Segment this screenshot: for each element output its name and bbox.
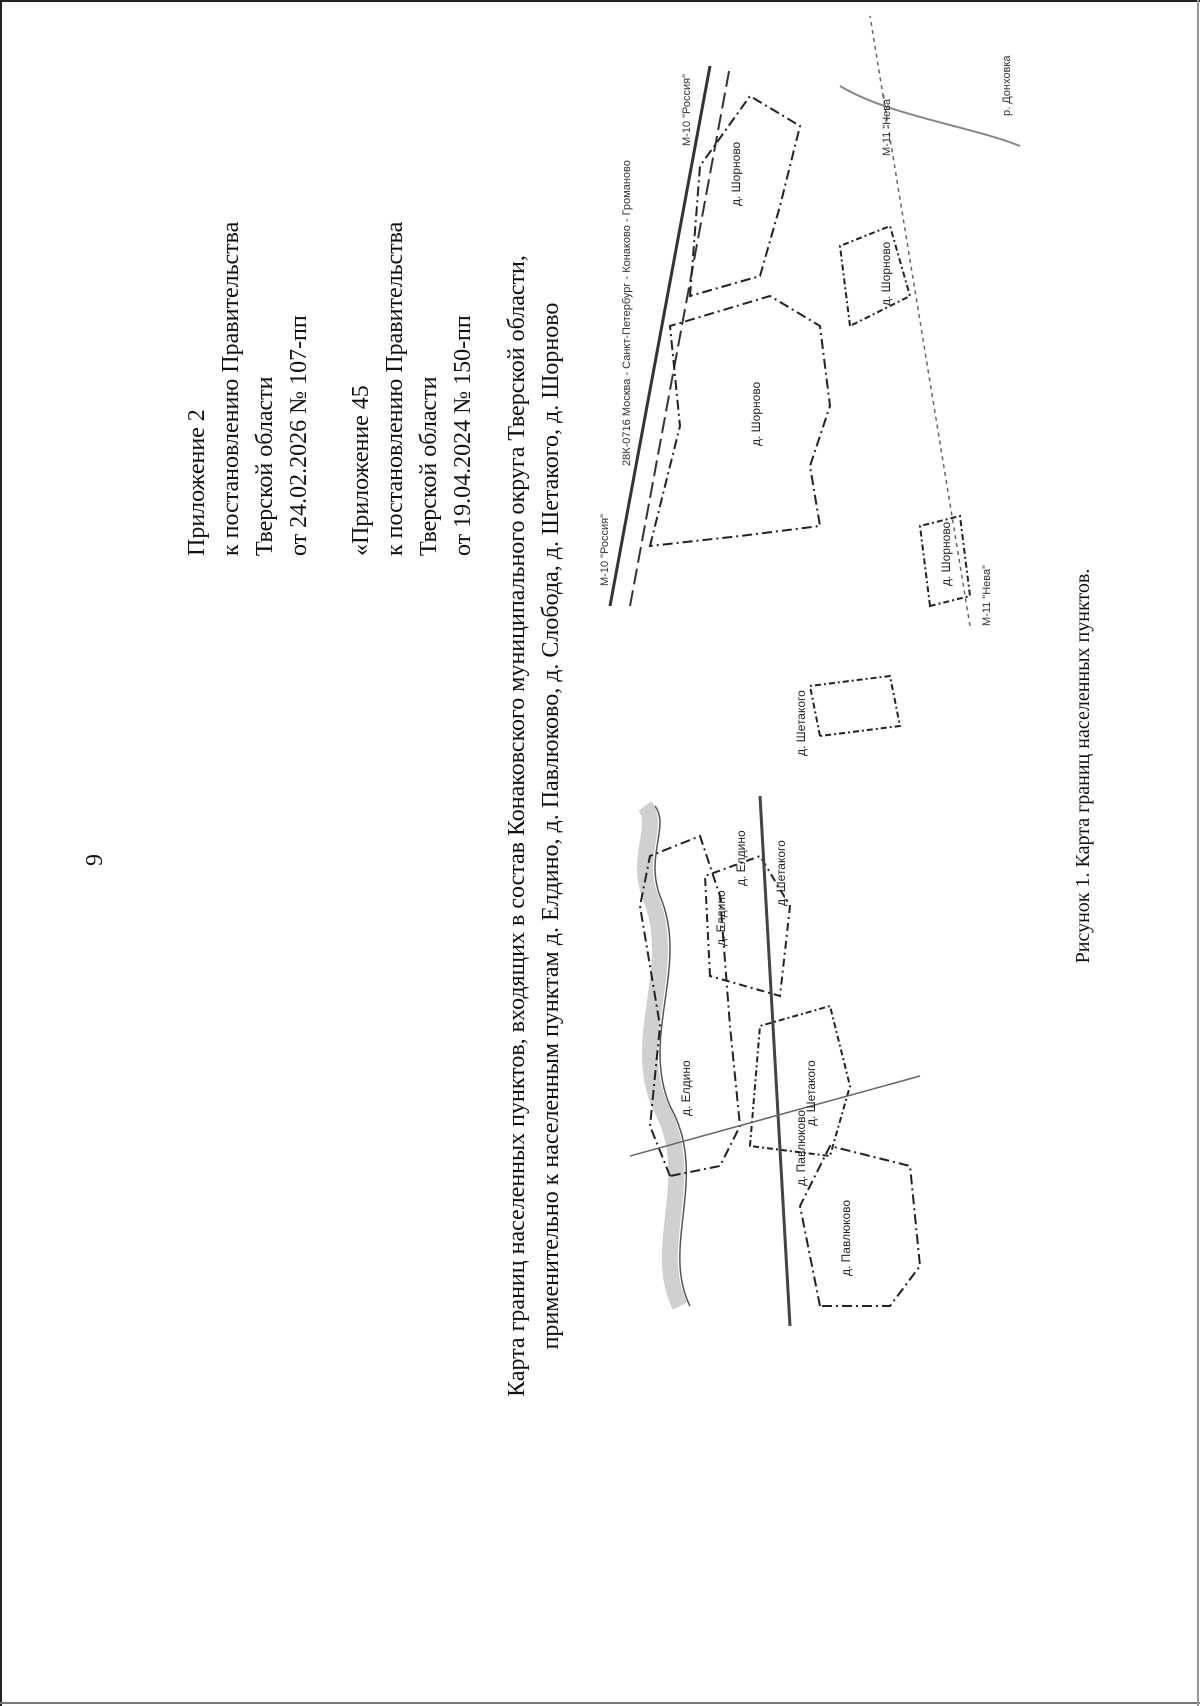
label-shornovo: д. Шорново xyxy=(939,521,953,586)
annex-current-line: Тверской области xyxy=(252,376,278,556)
annex-current-line: Приложение 2 xyxy=(184,409,210,556)
annex-current-line: к постановлению Правительства xyxy=(218,221,244,556)
boundary-shornovo-main xyxy=(650,296,830,546)
right-map-panel xyxy=(610,16,1020,626)
label-shornovo: д. Шорново xyxy=(729,141,743,206)
label-m11-road: М-11 "Нева" xyxy=(881,94,893,156)
left-map-labels xyxy=(679,690,853,1276)
annex-original-line: от 19.04.2024 № 150-пп xyxy=(450,315,476,556)
figure-caption: Рисунок 1. Карта границ населенных пунктов. xyxy=(1072,568,1094,964)
label-regional-road: 28К-0716 Москва - Санкт-Петербург - Конаково - Громаново xyxy=(621,160,633,466)
right-map-labels xyxy=(599,55,1013,626)
river-volga xyxy=(645,806,680,1306)
heading-line: Карта границ населенных пунктов, входящих в состав Конаковского муниципального округа Тверской области, xyxy=(504,255,530,1397)
boundary-shornovo-east xyxy=(840,226,910,326)
annex-current-line: от 24.02.2026 № 107-пп xyxy=(286,315,312,556)
annex-gap xyxy=(316,36,344,556)
highway-m10-edge xyxy=(630,66,730,606)
annex-header xyxy=(180,36,480,556)
label-eldino: д. Елдино xyxy=(734,830,748,886)
map-drawing xyxy=(590,6,1050,1326)
label-m10-road: М-10 "Россия" xyxy=(599,514,611,586)
boundary-shetakovo-small xyxy=(810,676,900,736)
label-eldino: д. Елдино xyxy=(714,890,728,946)
page-number: 9 xyxy=(82,854,108,866)
map-heading xyxy=(500,86,568,1566)
left-map-panel xyxy=(630,676,920,1326)
settlement-boundary-map xyxy=(590,6,1050,1326)
label-pavlyukovo: д. Павлюково xyxy=(839,1199,853,1276)
label-m11-road: М-11 "Нева" xyxy=(981,564,993,626)
label-shornovo: д. Шорново xyxy=(749,381,763,446)
label-shetakovo: д. Шетакого xyxy=(794,690,808,756)
heading-line: применительно к населенным пунктам д. Елдино, д. Павлюково, д. Слобода, д. Шетакого, д. Шорново xyxy=(538,302,564,1350)
label-shornovo: д. Шорново xyxy=(879,241,893,306)
river-donkhovka xyxy=(840,86,1020,146)
annex-original-line: к постановлению Правительства xyxy=(382,221,408,556)
label-river: р. Донховка xyxy=(1001,55,1013,116)
label-pavlyukovo: д. Павлюково xyxy=(794,1109,808,1186)
label-shetakovo: д. Шетакого xyxy=(804,1060,818,1126)
annex-original-line: Тверской области xyxy=(416,376,442,556)
boundary-pavlyukovo xyxy=(800,1146,920,1306)
annex-original-line: «Приложение 45 xyxy=(348,385,374,556)
label-eldino: д. Елдино xyxy=(679,1060,693,1116)
label-shetakovo: д. Шетакого xyxy=(774,840,788,906)
label-m10-road: М-10 "Россия" xyxy=(681,74,693,146)
boundary-shornovo-north xyxy=(690,96,800,296)
